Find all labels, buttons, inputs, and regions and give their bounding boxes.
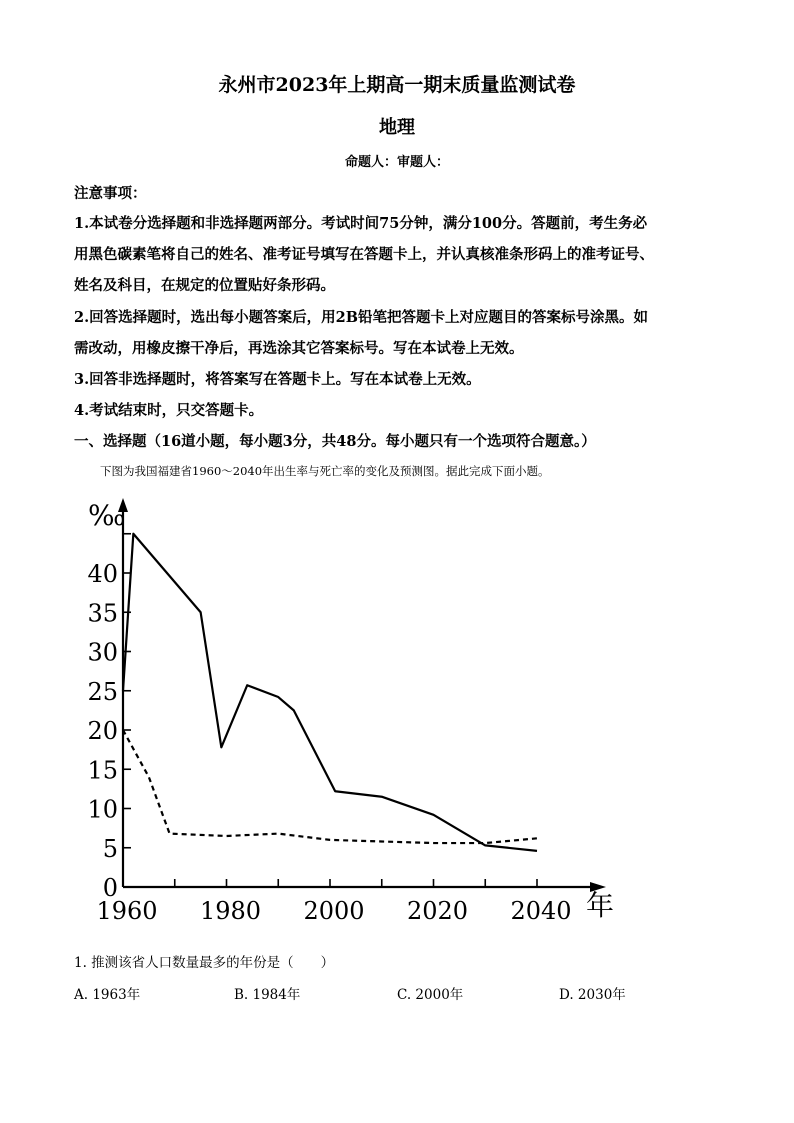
birth-death-rate-chart [70,490,630,930]
x-tick-label: 1960 [96,897,158,925]
y-tick-label: 0 [102,874,118,902]
section-heading: 一、选择题（16道小题，每小题3分，共48分。每小题只有一个选项符合题意。） [74,433,596,450]
notes-line: 需改动，用橡皮擦干净后，再选涂其它答案标号。写在本试卷上无效。 [74,340,524,357]
option-b[interactable]: B. 1984年 [234,987,301,1003]
notes-line: 姓名及科目，在规定的位置贴好条形码。 [74,277,335,294]
y-axis-unit: ‰ [88,499,126,532]
notes-heading: 注意事项： [74,185,147,202]
x-axis-unit: 年 [586,889,615,922]
notes-line: 4.考试结束时，只交答题卡。 [74,402,264,419]
setters-line: 命题人：审题人： [344,155,449,170]
question-stem: 1. 推测该省人口数量最多的年份是（ ） [74,955,335,971]
notes-line: 1.本试卷分选择题和非选择题两部分。考试时间75分钟，满分100分。答题前，考生务必 [74,215,648,232]
option-c[interactable]: C. 2000年 [397,987,464,1003]
y-tick-label: 10 [87,795,118,824]
x-tick-label: 2000 [303,897,365,925]
death-rate-line [123,730,537,843]
subject-title: 地理 [379,117,415,138]
y-tick-label: 20 [87,717,118,745]
notes-line: 2.回答选择题时，选出每小题答案后，用2B铅笔把答题卡上对应题目的答案标号涂黑。如 [74,309,648,326]
x-tick-label: 1980 [199,897,262,925]
y-tick-label: 30 [87,638,118,667]
x-tick-label: 2020 [406,897,469,925]
option-d[interactable]: D. 2030年 [559,987,626,1003]
chart-intro: 下图为我国福建省1960～2040年出生率与死亡率的变化及预测图。据此完成下面小题。 [100,464,550,478]
y-tick-label: 15 [87,756,118,785]
birth-rate-line [123,534,537,851]
option-a[interactable]: A. 1963年 [74,987,141,1003]
notes-line: 3.回答非选择题时，将答案写在答题卡上。写在本试卷上无效。 [74,371,481,388]
x-tick-label: 2040 [510,897,572,925]
y-tick-label: 5 [102,834,118,863]
y-tick-label: 40 [87,560,118,588]
y-tick-label: 35 [87,599,118,628]
exam-title: 永州市2023年上期高一期末质量监测试卷 [218,74,576,96]
y-tick-label: 25 [87,677,118,706]
notes-line: 用黑色碳素笔将自己的姓名、准考证号填写在答题卡上，并认真核准条形码上的准考证号、 [74,246,654,263]
